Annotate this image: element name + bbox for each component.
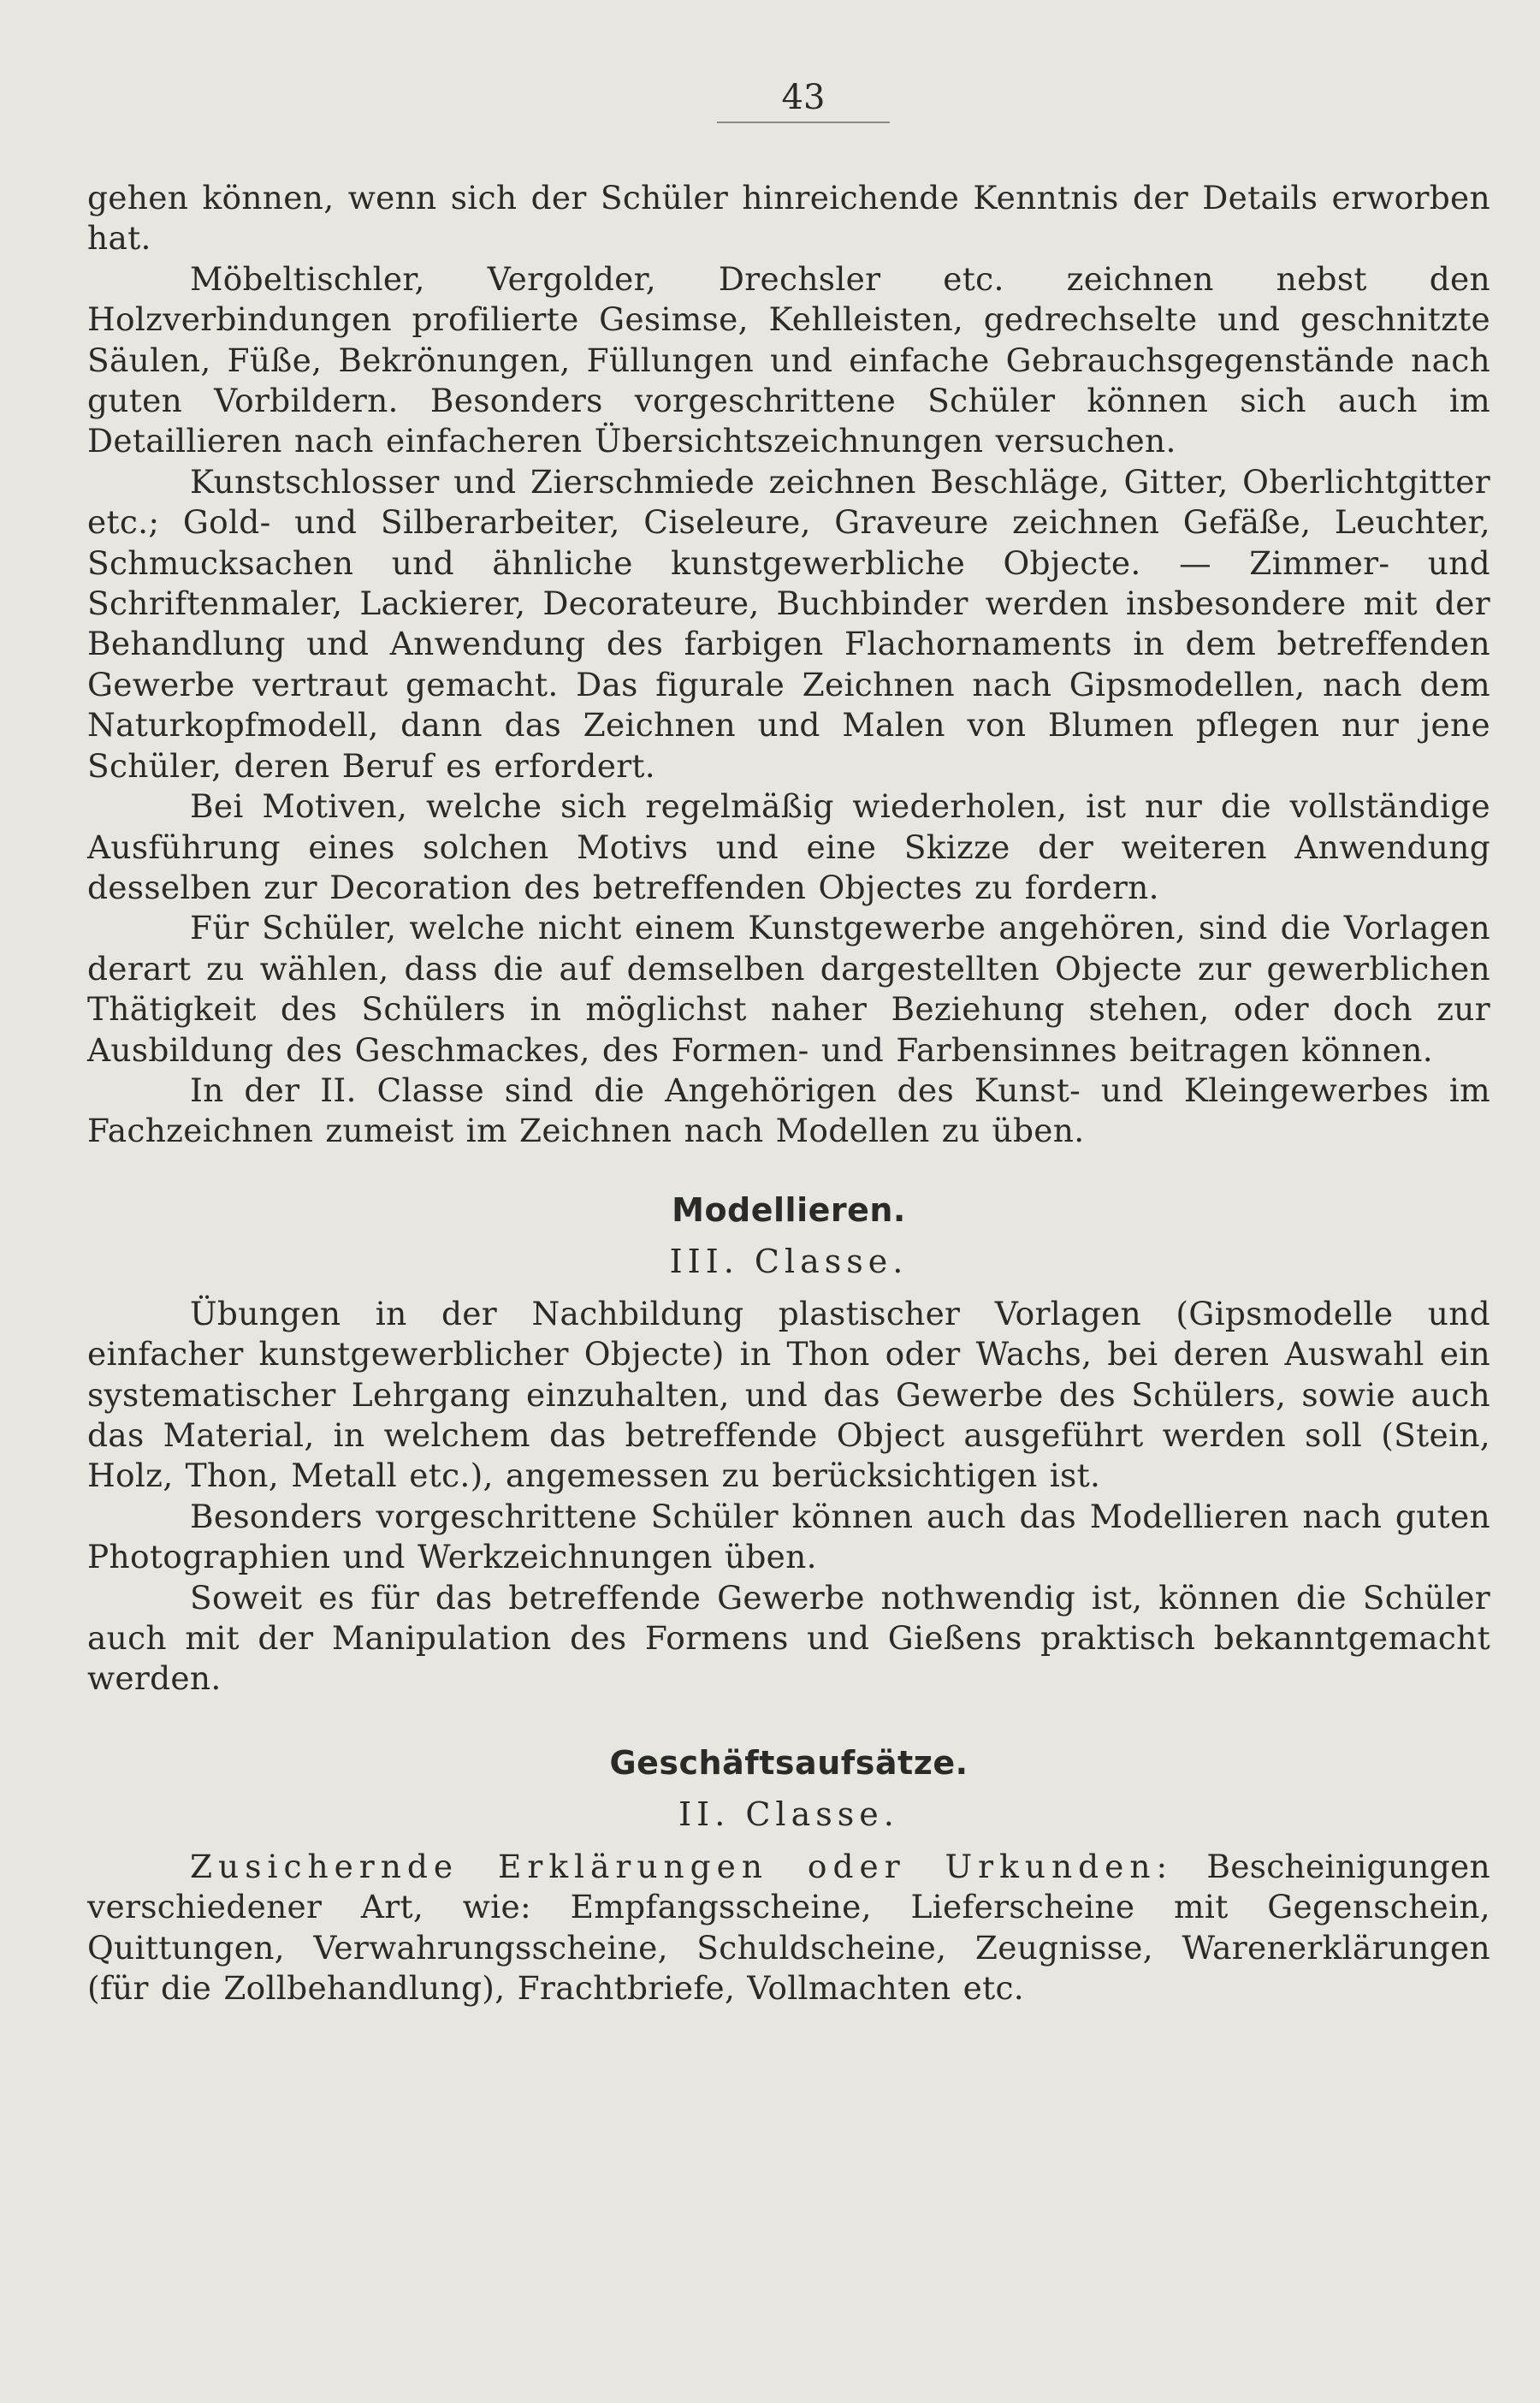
page-number: 43 — [781, 78, 826, 117]
section-heading-modellieren: Modellieren. — [672, 1190, 906, 1229]
lead-rest-text: Bescheinigungen verschiedener Art, wie: Empfangsscheine, Lieferscheine mit Gegenschein, Quittungen, Verwahrungsscheine, Schuldscheine, Zeugnisse, Warenerklärungen (für die Zollbehandlung), Frachtbriefe, Vollmachten etc. — [87, 1847, 1490, 2008]
paragraph-zweite-classe: In der II. Classe sind die Angehörigen des Kunst- und Kleingewerbes im Fachzeichnen zumeist im Zeichnen nach Modellen zu üben. — [87, 1071, 1490, 1150]
spaced-lead-text: Zusichernde Erklärungen oder Urkunden: — [190, 1847, 1174, 1885]
class-label-geschaeftsaufsaetze: II. Classe. — [678, 1795, 899, 1833]
paragraph-motive: Bei Motiven, welche sich regelmäßig wiederholen, ist nur die vollständige Ausführung eines solchen Motivs und eine Skizze der weiteren Anwendung desselben zur Decoration des betreffenden Objectes zu fordern. — [87, 787, 1490, 906]
page-body — [87, 178, 1490, 2008]
paragraph-continuation: gehen können, wenn sich der Schüler hinreichende Kenntnis der Details erworben hat. — [87, 179, 1490, 258]
class-label-modellieren: III. Classe. — [669, 1242, 909, 1280]
paragraph-uebungen: Übungen in der Nachbildung plastischer Vorlagen (Gipsmodelle und einfacher kunstgewerblicher Objecte) in Thon oder Wachs, bei deren Auswahl ein systematischer Lehrgang einzuhalten, und das Gewerbe des Schülers, sowie auch das Material, in welchem das betreffende Object ausgeführt werden soll (Stein, Holz, Thon, Metall etc.), angemessen zu berücksichtigen ist. — [87, 1294, 1490, 1495]
paragraph-vorgeschrittene: Besonders vorgeschrittene Schüler können auch das Modellieren nach guten Photographien und Werkzeichnungen üben. — [87, 1497, 1490, 1576]
paragraph-moebeltischler: Möbeltischler, Vergolder, Drechsler etc. zeichnen nebst den Holzverbindungen profilierte Gesimse, Kehlleisten, gedrechselte und geschnitzte Säulen, Füße, Bekrönungen, Füllungen und einfache Gebrauchsgegenstände nach guten Vorbildern. Besonders vorgeschrittene Schüler können sich auch im Detaillieren nach einfacheren Übersichtszeichnungen versuchen. — [87, 259, 1490, 460]
section-heading-geschaeftsaufsaetze: Geschäftsaufsätze. — [609, 1743, 968, 1782]
header-rule — [717, 122, 890, 123]
paragraph-nicht-kunstgewerbe: Für Schüler, welche nicht einem Kunstgewerbe angehören, sind die Vorlagen derart zu wählen, dass die auf demselben dargestellten Objecte zur gewerblichen Thätigkeit des Schülers in möglichst naher Beziehung stehen, oder doch zur Ausbildung des Geschmackes, des Formen- und Farbensinnes beitragen können. — [87, 909, 1490, 1069]
page-header — [717, 77, 890, 123]
paragraph-kunstschlosser: Kunstschlosser und Zierschmiede zeichnen Beschläge, Gitter, Oberlichtgitter etc.; Gold- und Silberarbeiter, Ciseleure, Graveure zeichnen Gefäße, Leuchter, Schmucksachen und ähnliche kunstgewerbliche Objecte. — Zimmer- und Schriftenmaler, Lackierer, Decorateure, Buchbinder werden insbesondere mit der Behandlung und Anwendung des farbigen Flachornaments in dem betreffenden Gewerbe vertraut gemacht. Das figurale Zeichnen nach Gipsmodellen, nach dem Naturkopfmodell, dann das Zeichnen und Malen von Blumen pflegen nur jene Schüler, deren Beruf es erfordert. — [87, 462, 1490, 785]
paragraph-soweit: Soweit es für das betreffende Gewerbe nothwendig ist, können die Schüler auch mit der Manipulation des Formens und Gießens praktisch bekanntgemacht werden. — [87, 1578, 1490, 1698]
paragraph-erklaerungen — [87, 1847, 1490, 2009]
